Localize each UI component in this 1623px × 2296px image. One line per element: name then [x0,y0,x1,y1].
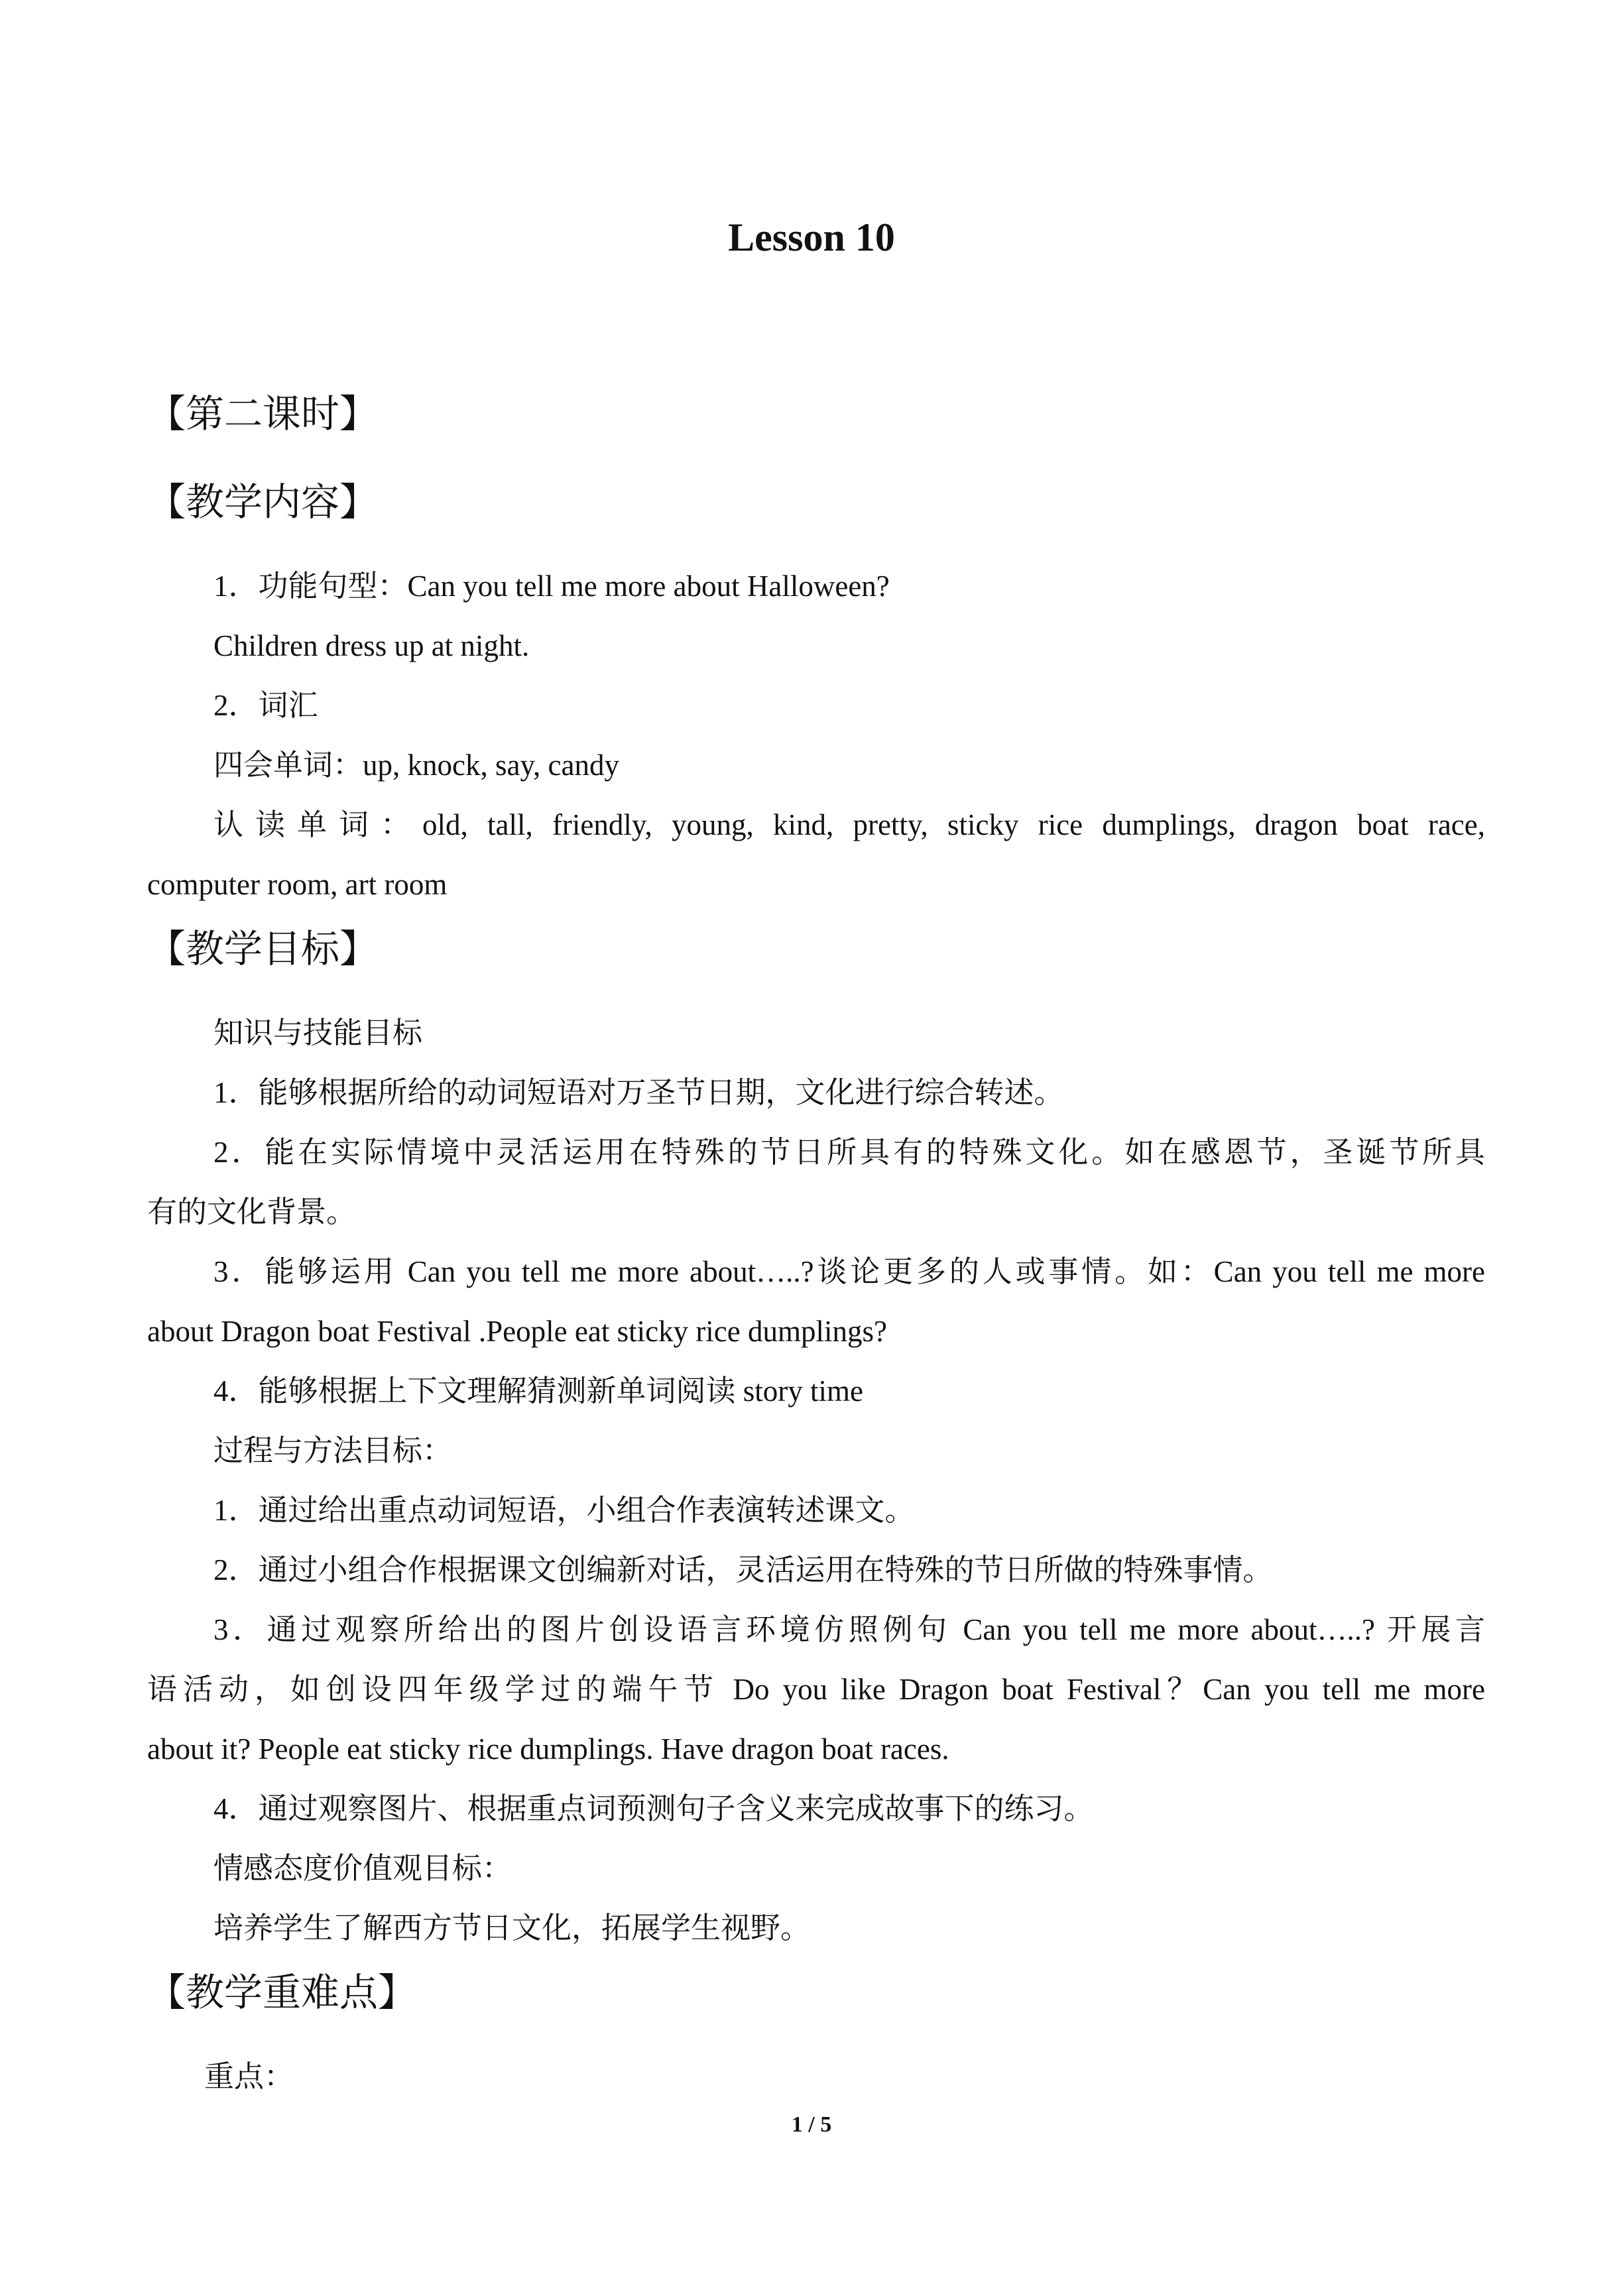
emotion-goals-title: 情感态度价值观目标： [213,1852,512,1885]
recognition-words-continued: computer room, art room [147,868,448,901]
content-heading: 【教学内容】 [147,481,379,524]
knowledge-goal-1: 1．能够根据所给的动词短语对万圣节日期，文化进行综合转述。 [213,1076,1064,1109]
process-goals-title: 过程与方法目标： [213,1434,453,1467]
focus-label: 重点： [204,2060,294,2093]
period-heading: 【第二课时】 [147,393,379,436]
knowledge-goal-2-continued: 有的文化背景。 [147,1195,357,1229]
content-item-1-example: Children dress up at night. [213,629,530,662]
page-number: 1 / 5 [791,2112,832,2137]
process-goal-3-continued: 语活动，如创设四年级学过的端午节 Do you like Dragon boat Festival？Can you tell me more [147,1673,1485,1706]
process-goal-3: 3．通过观察所给出的图片创设语言环境仿照例句 Can you tell me more about…..? 开展言 [213,1613,1485,1646]
goals-heading: 【教学目标】 [147,928,379,971]
keypoints-heading: 【教学重难点】 [147,1971,417,2014]
knowledge-goal-3-continued: about Dragon boat Festival .People eat sticky rice dumplings? [147,1315,887,1348]
content-item-1: 1．功能句型：Can you tell me more about Halloween? [213,570,890,603]
emotion-goal-1: 培养学生了解西方节日文化，拓展学生视野。 [213,1911,811,1945]
process-goal-3-end: about it? People eat sticky rice dumplings. Have dragon boat races. [147,1732,949,1766]
knowledge-goals-title: 知识与技能目标 [213,1016,423,1050]
process-goal-1: 1．通过给出重点动词短语，小组合作表演转述课文。 [213,1494,915,1527]
page-title: Lesson 10 [728,215,895,259]
knowledge-goal-4: 4．能够根据上下文理解猜测新单词阅读 story time [213,1374,863,1408]
content-item-2: 2．词汇 [213,689,318,722]
knowledge-goal-3: 3．能够运用 Can you tell me more about…..?谈论更多的人或事情。如：Can you tell me more [213,1255,1485,1288]
knowledge-goal-2: 2．能在实际情境中灵活运用在特殊的节日所具有的特殊文化。如在感恩节，圣诞节所具 [213,1136,1485,1169]
process-goal-2: 2．通过小组合作根据课文创编新对话，灵活运用在特殊的节日所做的特殊事情。 [213,1553,1273,1587]
process-goal-4: 4．通过观察图片、根据重点词预测句子含义来完成故事下的练习。 [213,1792,1094,1825]
four-skill-words: 四会单词：up, knock, say, candy [213,749,619,782]
recognition-words: 认读单词：old, tall, friendly, young, kind, pretty, sticky rice dumplings, dragon boat race, [213,808,1485,841]
